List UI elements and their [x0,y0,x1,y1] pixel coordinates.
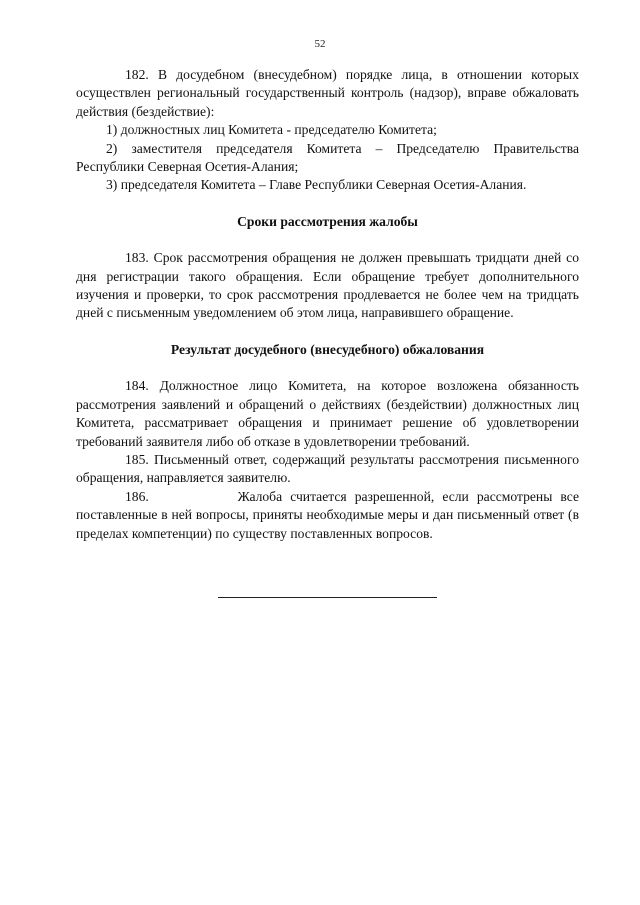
paragraph-183: 183. Срок рассмотрения обращения не должен превышать тридцати дней со дня регистрации такого обращения. Если обращение требует дополнительного изучения и проверки, то срок рассмотрения продлевается не более чем на тридцать дней с письменным уведомлением об этом лица, направившего обращение. [76,250,579,321]
list-item-3: 3) председателя Комитета – Главе Республики Северная Осетия-Алания. [106,177,527,193]
heading-complaint-terms: Сроки рассмотрения жалобы [237,213,418,229]
paragraph-185: 185. Письменный ответ, содержащий результаты рассмотрения письменного обращения, направляется заявителю. [76,451,579,486]
paragraph-182-intro: 182. В досудебном (внесудебном) порядке лица, в отношении которых осуществлен региональный государственный контроль (надзор), вправе обжаловать действия (бездействие): [76,67,579,119]
paragraph-184: 184. Должностное лицо Комитета, на которое возложена обязанность рассмотрения заявлений и обращений о действиях (бездействии) должностных лиц Комитета, рассматривает обращения и принимает решение об удовлетворении требований заявителя либо об отказе в удовлетворении требований. [76,378,579,449]
heading-appeal-result: Результат досудебного (внесудебного) обжалования [170,341,485,357]
page-number: 52 [314,38,326,50]
list-item-2: 2) заместителя председателя Комитета – Председателю Правительства Республики Северная Осетия-Алания; [76,140,579,175]
paragraph-186: 186. Жалоба считается разрешенной, если рассмотрены все поставленные в ней вопросы, приняты необходимые меры и дан письменный ответ (в пределах компетенции) по существу поставленных вопросов. [76,488,583,541]
end-separator-line [218,597,437,598]
document-body [76,66,583,543]
list-item-1: 1) должностных лиц Комитета - председателю Комитета; [106,122,437,138]
